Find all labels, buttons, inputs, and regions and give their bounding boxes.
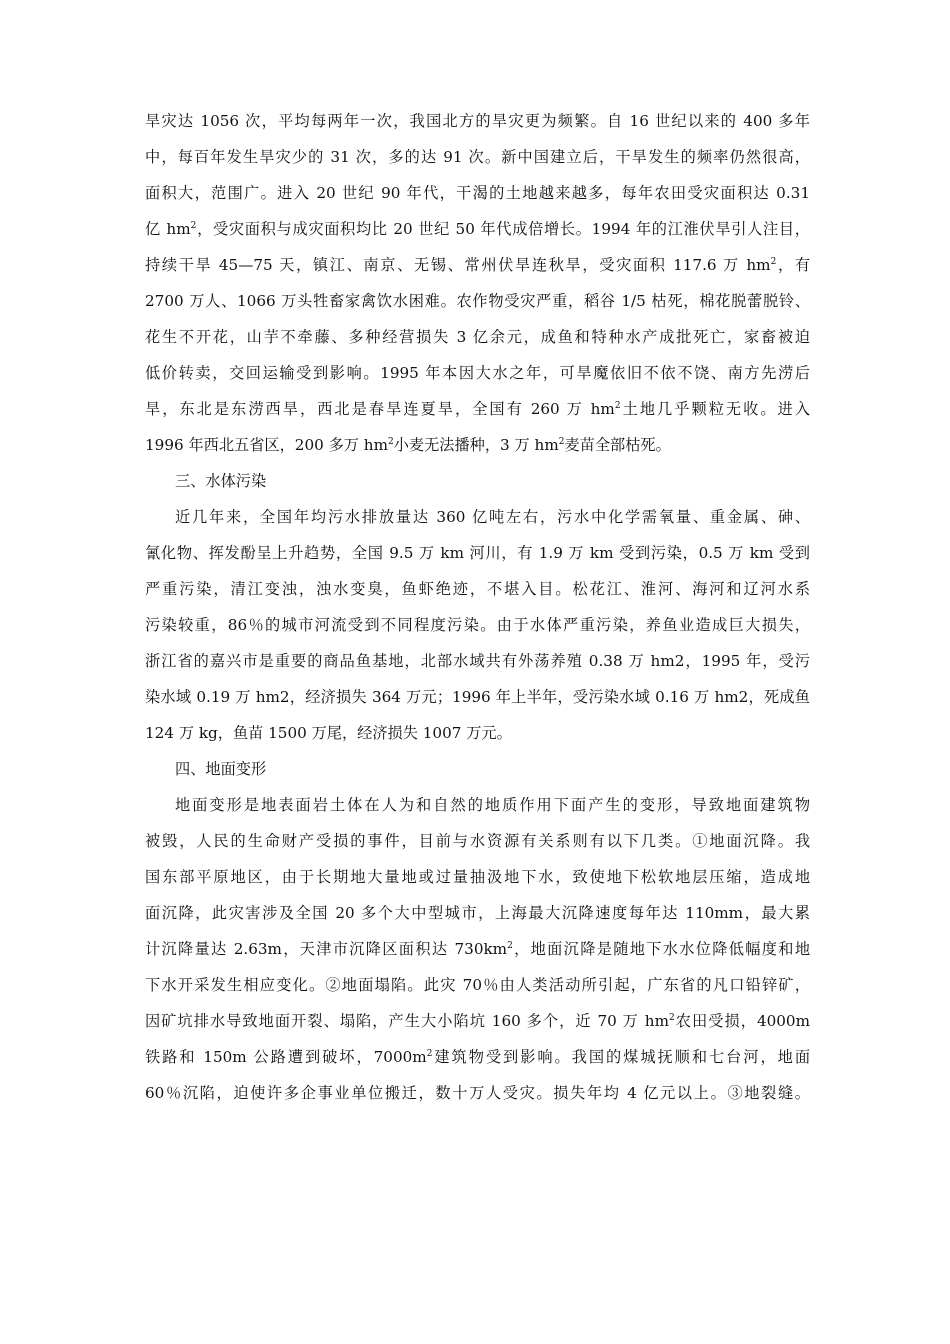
text-segment: 铁路和 150m 公路遭到破坏，7000m bbox=[145, 1048, 427, 1066]
text-line: 下水开采发生相应变化。②地面塌陷。此灾 70％由人类活动所引起，广东省的凡口铅锌矿， bbox=[145, 976, 810, 994]
text-line bbox=[145, 391, 810, 427]
superscript: 2 bbox=[614, 401, 621, 411]
text-segment: 建筑物受到影响。我国的煤城抚顺和七台河，地面 bbox=[432, 1048, 811, 1066]
text-segment: 持续干旱 45—75 天，镇江、南京、无锡、常州伏旱连秋旱，受灾面积 117.6 万 hm bbox=[145, 256, 771, 274]
text-line bbox=[145, 211, 810, 247]
text-line: 2700 万人、1066 万头牲畜家禽饮水困难。农作物受灾严重，稻谷 1/5 枯死，棉花脱蕾脱铃、 bbox=[145, 292, 810, 310]
drought-paragraph bbox=[145, 103, 810, 463]
text-line: 花生不开花，山芋不牵藤、多种经营损失 3 亿余元，成鱼和特种水产成批死亡，家畜被迫 bbox=[145, 328, 810, 346]
text-line: 浙江省的嘉兴市是重要的商品鱼基地，北部水域共有外荡养殖 0.38 万 hm2，1995 年，受污 bbox=[145, 652, 810, 670]
water-pollution-paragraph bbox=[145, 499, 810, 751]
text-line: 染水域 0.19 万 hm2，经济损失 364 万元；1996 年上半年，受污染水域 0.16 万 hm2，死成鱼 bbox=[145, 688, 810, 706]
text-line: 氰化物、挥发酚呈上升趋势，全国 9.5 万 km 河川，有 1.9 万 km 受到污染，0.5 万 km 受到 bbox=[145, 544, 810, 562]
ground-deformation-paragraph bbox=[145, 787, 810, 1111]
text-line bbox=[145, 1039, 810, 1075]
text-line: 124 万 kg，鱼苗 1500 万尾，经济损失 1007 万元。 bbox=[145, 724, 512, 742]
text-line bbox=[145, 931, 810, 967]
text-line: 近几年来，全国年均污水排放量达 360 亿吨左右，污水中化学需氧量、重金属、砷、 bbox=[175, 508, 810, 526]
text-line: 国东部平原地区，由于长期地大量地或过量抽汲地下水，致使地下松软地层压缩，造成地 bbox=[145, 868, 810, 886]
text-segment: 亿 hm bbox=[145, 220, 191, 238]
text-line: 旱灾达 1056 次，平均每两年一次，我国北方的旱灾更为频繁。自 16 世纪以来的 400 多年 bbox=[145, 112, 810, 130]
text-segment: ，地面沉降是随地下水水位降低幅度和地 bbox=[512, 940, 811, 958]
text-segment: 农田受损，4000m bbox=[674, 1012, 810, 1030]
text-segment: 计沉降量达 2.63m，天津市沉降区面积达 730km bbox=[145, 940, 508, 958]
text-segment: 麦苗全部枯死。 bbox=[564, 436, 671, 454]
text-line: 地面变形是地表面岩土体在人为和自然的地质作用下面产生的变形，导致地面建筑物 bbox=[175, 796, 810, 814]
text-line: 低价转卖，交回运输受到影响。1995 年本因大水之年，可旱魔依旧不依不饶、南方先涝后 bbox=[145, 364, 810, 382]
text-segment: 小麦无法播种，3 万 hm bbox=[393, 436, 559, 454]
text-segment: 旱，东北是东涝西旱，西北是春旱连夏旱，全国有 260 万 hm bbox=[145, 400, 615, 418]
superscript: 2 bbox=[426, 1049, 433, 1059]
text-segment: ，受灾面积与成灾面积均比 20 世纪 50 年代成倍增长。1994 年的江淮伏旱引人注目， bbox=[196, 220, 810, 238]
text-line: 严重污染，清江变浊，浊水变臭，鱼虾绝迹，不堪入目。松花江、淮河、海河和辽河水系 bbox=[145, 580, 810, 598]
text-line bbox=[145, 427, 810, 463]
superscript: 2 bbox=[190, 221, 197, 231]
superscript: 2 bbox=[668, 1013, 675, 1023]
superscript: 2 bbox=[388, 437, 394, 447]
text-segment: ，有 bbox=[776, 256, 811, 274]
text-line: 60％沉陷，迫使许多企事业单位搬迁，数十万人受灾。损失年均 4 亿元以上。③地裂缝。 bbox=[145, 1084, 810, 1102]
text-line: 中，每百年发生旱灾少的 31 次，多的达 91 次。新中国建立后，干旱发生的频率仍然很高， bbox=[145, 148, 810, 166]
heading-water-pollution: 三、水体污染 bbox=[175, 472, 267, 490]
text-line: 面沉降，此灾害涉及全国 20 多个大中型城市，上海最大沉降速度每年达 110mm，最大累 bbox=[145, 904, 810, 922]
document-body bbox=[145, 103, 810, 1111]
text-line bbox=[145, 1003, 810, 1039]
heading-ground-deformation: 四、地面变形 bbox=[175, 760, 267, 778]
superscript: 2 bbox=[558, 437, 565, 447]
text-segment: 土地几乎颗粒无收。进入 bbox=[620, 400, 811, 418]
text-segment: 1996 年西北五省区，200 多万 hm bbox=[145, 436, 388, 454]
superscript: 2 bbox=[507, 941, 513, 951]
superscript: 2 bbox=[770, 257, 777, 267]
text-line: 被毁，人民的生命财产受损的事件，目前与水资源有关系则有以下几类。①地面沉降。我 bbox=[145, 832, 810, 850]
text-line bbox=[145, 247, 810, 283]
text-segment: 因矿坑排水导致地面开裂、塌陷，产生大小陷坑 160 多个，近 70 万 hm bbox=[145, 1012, 669, 1030]
text-line: 污染较重，86％的城市河流受到不同程度污染。由于水体严重污染，养鱼业造成巨大损失， bbox=[145, 616, 810, 634]
text-line: 面积大，范围广。进入 20 世纪 90 年代，干渴的土地越来越多，每年农田受灾面积达 0.31 bbox=[145, 184, 810, 202]
